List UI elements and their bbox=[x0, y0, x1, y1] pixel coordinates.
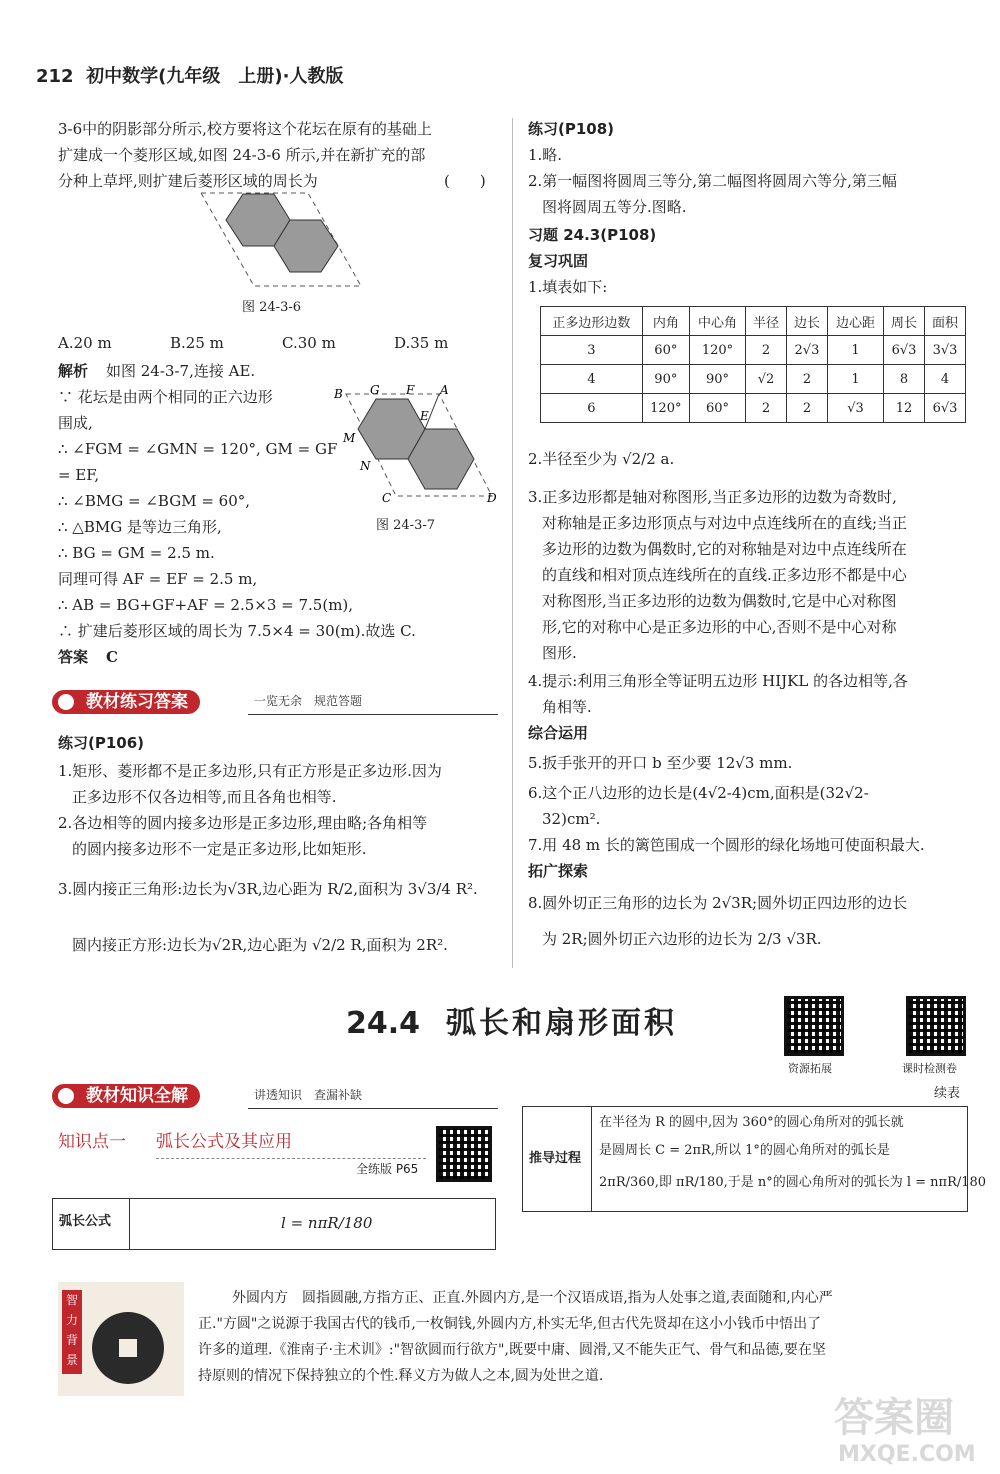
table-cell: 2√3 bbox=[786, 336, 827, 365]
table-row bbox=[541, 365, 966, 394]
page-header bbox=[36, 66, 343, 88]
table-header-cell: 周长 bbox=[884, 307, 925, 336]
figure-2-caption: 图 24-3-7 bbox=[376, 518, 436, 533]
band-subtitle: 讲透知识 查漏补缺 bbox=[254, 1088, 363, 1102]
point-label-a: A bbox=[440, 384, 449, 397]
table-cell: 1 bbox=[827, 336, 883, 365]
exercise-line-6a: 6.这个正八边形的边长是(4√2-4)cm,面积是(32√2- bbox=[528, 784, 869, 802]
point-label-n: N bbox=[360, 459, 371, 473]
table-cell: 60° bbox=[689, 394, 745, 423]
table-cell: 60° bbox=[642, 336, 689, 365]
exercise-line-7: 7.用 48 m 长的篱笆围成一个圆形的绿化场地可使面积最大. bbox=[528, 836, 925, 854]
analysis-line-10: ∴ AB = BG+GF+AF = 2.5×3 = 7.5(m), bbox=[58, 596, 354, 614]
problem-line-1: 3-6中的阴影部分所示,校方要将这个花坛在原有的基础上 bbox=[58, 120, 432, 138]
practice-106-line-2: 正多边形不仅各边相等,而且各角也相等. bbox=[72, 788, 337, 806]
exercise-line-5: 5.扳手张开的开口 b 至少要 12√3 mm. bbox=[528, 754, 793, 772]
wisdom-line-2: 正."方圆"之说源于我国古代的钱币,一枚铜钱,外圆内方,朴实无华,但古代先贤却在这小小钱币中悟出了 bbox=[198, 1316, 822, 1332]
analysis-line-9: 同理可得 AF = EF = 2.5 m, bbox=[58, 570, 258, 588]
table-header-cell: 面积 bbox=[925, 307, 966, 336]
exercise-line-3d: 的直线和相对顶点连线所在的直线.正多边形不都是中心 bbox=[542, 566, 907, 584]
table-header-cell: 正多边形边数 bbox=[541, 307, 643, 336]
table-header-cell: 半径 bbox=[746, 307, 787, 336]
exercise-line-4a: 4.提示:利用三角形全等证明五边形 HIJKL 的各边相等,各 bbox=[528, 672, 908, 690]
qr-code-resources[interactable] bbox=[784, 996, 844, 1056]
analysis-line-4: ∴ ∠FGM = ∠GMN = 120°, GM = GF bbox=[58, 440, 338, 458]
table-cell: 12 bbox=[884, 394, 925, 423]
band-title: 教材知识全解 bbox=[86, 1086, 188, 1106]
figure-24-3-6 bbox=[196, 188, 366, 292]
band-icon bbox=[58, 694, 74, 710]
practice-106-line-4: 的圆内接多边形不一定是正多边形,比如矩形. bbox=[72, 840, 367, 858]
band-subtitle: 一览无余 规范答题 bbox=[254, 694, 363, 708]
band-rule bbox=[248, 714, 498, 715]
table-cell: 2 bbox=[746, 394, 787, 423]
formula-table-divider bbox=[129, 1199, 130, 1249]
coin-square-hole bbox=[119, 1339, 137, 1357]
table-cell: 6 bbox=[541, 394, 643, 423]
analysis-label: 解析 bbox=[58, 362, 89, 380]
practice-106-line-6: 圆内接正方形:边长为√2R,边心距为 √2/2 R,面积为 2R². bbox=[72, 936, 448, 954]
table-header-cell: 中心角 bbox=[689, 307, 745, 336]
table-row bbox=[541, 394, 966, 423]
band-icon bbox=[58, 1088, 74, 1104]
section-number: 24.4 bbox=[346, 1006, 421, 1041]
knowledge-point-label: 知识点一 bbox=[58, 1132, 126, 1152]
practice-108-line-2: 2.第一幅图将圆周三等分,第二幅图将圆周六等分,第三幅 bbox=[528, 172, 897, 190]
point-label-e: E bbox=[420, 409, 429, 423]
fill-table-label: 1.填表如下: bbox=[528, 278, 608, 296]
practice-108-line-3: 图将圆周五等分.图略. bbox=[542, 198, 687, 216]
table-cell: 1 bbox=[827, 365, 883, 394]
knowledge-dotted-rule bbox=[156, 1158, 426, 1159]
formula-expression: l = nπR/180 bbox=[281, 1214, 373, 1232]
exercise-line-2: 2.半径至少为 √2/2 a. bbox=[528, 450, 675, 468]
book-title: 初中数学(九年级 上册)·人教版 bbox=[86, 66, 344, 87]
analysis-line-5: = EF, bbox=[58, 466, 100, 484]
table-header-cell: 边长 bbox=[786, 307, 827, 336]
wisdom-line-3: 许多的道理.《淮南子·主术训》:"智欲圆而行欲方",既要中庸、圆滑,又不能失正气、骨气和品德,要在坚 bbox=[198, 1342, 826, 1358]
analysis-line-6: ∴ ∠BMG = ∠BGM = 60°, bbox=[58, 492, 251, 510]
table-cell: √2 bbox=[746, 365, 787, 394]
wisdom-line-4: 持原则的情况下保持独立的个性.释义方为做人之本,圆为处世之道. bbox=[198, 1368, 604, 1384]
point-label-c: C bbox=[382, 491, 392, 505]
analysis-line-3: 围成, bbox=[58, 414, 93, 432]
practice-106-line-1: 1.矩形、菱形都不是正多边形,只有正方形是正多边形.因为 bbox=[58, 762, 442, 780]
qr-label-test: 课时检测卷 bbox=[902, 1062, 957, 1075]
table-cell: √3 bbox=[827, 394, 883, 423]
wisdom-line-1: 外圆内方 圆指圆融,方指方正、正直.外圆内方,是一个汉语成语,指为人处事之道,表面随和,内心严 bbox=[232, 1290, 833, 1306]
column-divider bbox=[512, 118, 513, 968]
analysis-line-7: ∴ △BMG 是等边三角形, bbox=[58, 518, 222, 536]
table-cell: 2 bbox=[746, 336, 787, 365]
answer-blank: ( ) bbox=[444, 172, 486, 190]
knowledge-point-title: 弧长公式及其应用 bbox=[156, 1132, 292, 1152]
practice-108-title: 练习(P108) bbox=[528, 120, 615, 138]
band-knowledge bbox=[52, 1084, 498, 1110]
exercise-title: 习题 24.3(P108) bbox=[528, 226, 657, 244]
figure-24-3-7 bbox=[334, 384, 504, 508]
practice-106-line-5: 3.圆内接正三角形:边长为√3R,边心距为 R/2,面积为 3√3/4 R². bbox=[58, 880, 478, 898]
continued-table-divider bbox=[591, 1107, 592, 1211]
qr-code-knowledge[interactable] bbox=[436, 1126, 492, 1182]
point-label-m: M bbox=[343, 431, 356, 445]
option-c: C.30 m bbox=[282, 334, 336, 352]
table-cell: 120° bbox=[642, 394, 689, 423]
exercise-line-8b: 为 2R;圆外切正六边形的边长为 2/3 √3R. bbox=[542, 930, 822, 948]
band-title-pill bbox=[52, 1084, 200, 1108]
exercise-line-3b: 对称轴是正多边形顶点与对边中点连线所在的直线;当正 bbox=[542, 514, 908, 532]
option-d: D.35 m bbox=[394, 334, 449, 352]
table-header-row bbox=[541, 307, 966, 336]
derivation-line-2: 是圆周长 C = 2πR,所以 1°的圆心角所对的弧长是 bbox=[599, 1143, 890, 1158]
point-label-b: B bbox=[334, 387, 343, 401]
qr-code-test[interactable] bbox=[906, 996, 966, 1056]
table-cell: 90° bbox=[642, 365, 689, 394]
exercise-line-3e: 对称图形,当正多边形的边数为偶数时,它是中心对称图 bbox=[542, 592, 897, 610]
table-cell: 6√3 bbox=[884, 336, 925, 365]
qr-label-resources: 资源拓展 bbox=[788, 1062, 832, 1075]
band-textbook-answers bbox=[52, 690, 498, 716]
watermark-logo: 答案圈 bbox=[834, 1395, 954, 1441]
coin-image bbox=[92, 1312, 164, 1384]
regular-polygon-table bbox=[540, 306, 966, 423]
exercise-line-4b: 角相等. bbox=[542, 698, 592, 716]
derivation-label: 推导过程 bbox=[529, 1151, 582, 1166]
wisdom-image-panel bbox=[58, 1282, 184, 1396]
table-cell: 4 bbox=[541, 365, 643, 394]
table-cell: 6√3 bbox=[925, 394, 966, 423]
table-cell: 3 bbox=[541, 336, 643, 365]
table-cell: 3√3 bbox=[925, 336, 966, 365]
exercise-line-6b: 32)cm². bbox=[542, 810, 601, 828]
figure-1-caption: 图 24-3-6 bbox=[242, 300, 302, 315]
apply-title: 综合运用 bbox=[528, 724, 589, 742]
page-number: 212 bbox=[36, 66, 74, 87]
answer-label: 答案 bbox=[58, 648, 89, 666]
exercise-line-3a: 3.正多边形都是轴对称图形,当正多边形的边数为奇数时, bbox=[528, 488, 897, 506]
table-cell: 2 bbox=[786, 365, 827, 394]
derivation-line-3: 2πR/360,即 πR/180,于是 n°的圆心角所对的弧长为 l = nπR/180 bbox=[599, 1175, 987, 1190]
wisdom-tag: 智力背景 bbox=[62, 1290, 82, 1374]
table-cell: 2 bbox=[786, 394, 827, 423]
practice-108-line-1: 1.略. bbox=[528, 146, 563, 164]
analysis-line-2: ∵ 花坛是由两个相同的正六边形 bbox=[58, 388, 273, 406]
answer-value: C bbox=[106, 648, 118, 666]
table-header-cell: 内角 bbox=[642, 307, 689, 336]
exercise-line-3g: 图形. bbox=[542, 644, 577, 662]
exercise-line-8a: 8.圆外切正三角形的边长为 2√3R;圆外切正四边形的边长 bbox=[528, 894, 908, 912]
table-header-cell: 边心距 bbox=[827, 307, 883, 336]
point-label-d: D bbox=[487, 491, 497, 505]
explore-title: 拓广探索 bbox=[528, 862, 589, 880]
practice-106-line-3: 2.各边相等的圆内接多边形是正多边形,理由略;各角相等 bbox=[58, 814, 428, 832]
option-a: A.20 m bbox=[58, 334, 112, 352]
band-title: 教材练习答案 bbox=[86, 692, 188, 712]
formula-label: 弧长公式 bbox=[59, 1214, 112, 1229]
option-b: B.25 m bbox=[170, 334, 224, 352]
problem-line-3: 分种上草坪,则扩建后菱形区域的周长为 bbox=[58, 172, 318, 190]
band-rule bbox=[248, 1108, 498, 1109]
analysis-line-8: ∴ BG = GM = 2.5 m. bbox=[58, 544, 215, 562]
problem-line-2: 扩建成一个菱形区域,如图 24-3-6 所示,并在新扩充的部 bbox=[58, 146, 426, 164]
watermark-url: MXQE.COM bbox=[838, 1442, 976, 1467]
analysis-line-1: 如图 24-3-7,连接 AE. bbox=[106, 362, 256, 380]
exercise-line-3c: 多边形的边数为偶数时,它的对称轴是对边中点连线所在 bbox=[542, 540, 907, 558]
section-title: 弧长和扇形面积 bbox=[446, 1006, 677, 1041]
exercise-line-3f: 形,它的对称中心是正多边形的中心,否则不是中心对称 bbox=[542, 618, 897, 636]
table-cell: 8 bbox=[884, 365, 925, 394]
band-title-pill bbox=[52, 690, 200, 714]
continued-label: 续表 bbox=[934, 1086, 961, 1101]
derivation-line-1: 在半径为 R 的圆中,因为 360°的圆心角所对的弧长就 bbox=[599, 1115, 904, 1130]
continued-table bbox=[522, 1106, 987, 1212]
point-label-g: G bbox=[370, 384, 380, 397]
formula-table bbox=[52, 1198, 496, 1250]
table-cell: 4 bbox=[925, 365, 966, 394]
table-cell: 120° bbox=[689, 336, 745, 365]
knowledge-ref: 全练版 P65 bbox=[356, 1162, 419, 1176]
table-row bbox=[541, 336, 966, 365]
analysis-line-11: ∴ 扩建后菱形区域的周长为 7.5×4 = 30(m).故选 C. bbox=[58, 622, 416, 640]
review-title: 复习巩固 bbox=[528, 252, 589, 270]
point-label-f: F bbox=[406, 384, 415, 397]
table-cell: 90° bbox=[689, 365, 745, 394]
practice-106-title: 练习(P106) bbox=[58, 734, 145, 752]
